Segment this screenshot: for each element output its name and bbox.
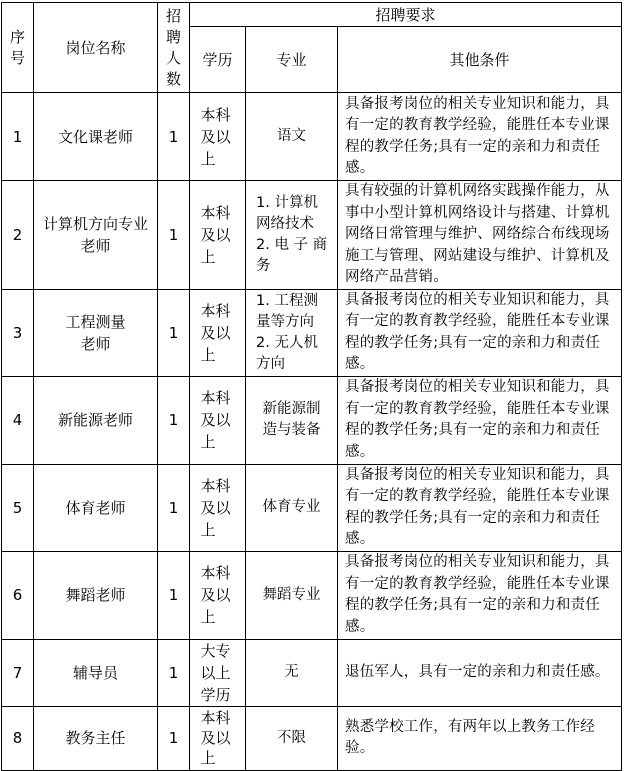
header-count: 招聘人数 (158, 3, 190, 93)
table-row (2, 376, 622, 464)
education-cell: 本科及以上 (190, 706, 246, 770)
header-requirements: 招聘要求 (190, 3, 622, 27)
seq-cell: 5 (2, 464, 34, 551)
header-seq: 序号 (2, 3, 34, 93)
table-row (2, 551, 622, 639)
table-row (2, 93, 622, 181)
header-education: 学历 (190, 27, 246, 93)
header-other: 其他条件 (338, 27, 622, 93)
position-cell: 体育老师 (34, 464, 158, 551)
other-cell: 退伍军人，具有一定的亲和力和责任感。 (338, 639, 622, 706)
major-cell: 语文 (246, 93, 338, 181)
position-cell: 工程测量老师 (34, 289, 158, 376)
count-cell: 1 (158, 551, 190, 639)
table-row (2, 464, 622, 551)
table-row (2, 706, 622, 770)
major-cell: 1. 工程测量等方向 2. 无人机方向 (246, 289, 338, 376)
seq-cell: 3 (2, 289, 34, 376)
seq-cell: 6 (2, 551, 34, 639)
table-row (2, 289, 622, 376)
seq-cell: 8 (2, 706, 34, 770)
education-cell: 本科及以上 (190, 376, 246, 464)
count-cell: 1 (158, 289, 190, 376)
other-cell: 熟悉学校工作，有两年以上教务工作经验。 (338, 706, 622, 770)
position-cell: 新能源老师 (34, 376, 158, 464)
table-row (2, 639, 622, 706)
table-row (2, 181, 622, 290)
count-cell: 1 (158, 464, 190, 551)
major-cell: 新能源制造与装备 (246, 376, 338, 464)
position-cell: 文化课老师 (34, 93, 158, 181)
count-cell: 1 (158, 93, 190, 181)
education-cell: 大专以上学历 (190, 639, 246, 706)
position-cell: 舞蹈老师 (34, 551, 158, 639)
header-row-1 (2, 3, 622, 27)
other-cell: 具备报考岗位的相关专业知识和能力，具有一定的教育教学经验，能胜任本专业课程的教学任务;具有一定的亲和力和责任感。 (338, 93, 622, 181)
other-cell: 具备报考岗位的相关专业知识和能力，具有一定的教育教学经验，能胜任本专业课程的教学任务;具有一定的亲和力和责任感。 (338, 551, 622, 639)
count-cell: 1 (158, 181, 190, 290)
seq-cell: 4 (2, 376, 34, 464)
position-cell: 辅导员 (34, 639, 158, 706)
seq-cell: 1 (2, 93, 34, 181)
education-cell: 本科及以上 (190, 551, 246, 639)
major-cell: 不限 (246, 706, 338, 770)
other-cell: 具备报考岗位的相关专业知识和能力，具有一定的教育教学经验，能胜任本专业课程的教学任务;具有一定的亲和力和责任感。 (338, 376, 622, 464)
header-position: 岗位名称 (34, 3, 158, 93)
major-cell: 无 (246, 639, 338, 706)
count-cell: 1 (158, 706, 190, 770)
position-cell: 教务主任 (34, 706, 158, 770)
count-cell: 1 (158, 376, 190, 464)
major-cell: 舞蹈专业 (246, 551, 338, 639)
education-cell: 本科及以上 (190, 181, 246, 290)
other-cell: 具备报考岗位的相关专业知识和能力，具有一定的教育教学经验，能胜任本专业课程的教学任务;具有一定的亲和力和责任感。 (338, 464, 622, 551)
education-cell: 本科及以上 (190, 464, 246, 551)
other-cell: 具备报考岗位的相关专业知识和能力，具有一定的教育教学经验，能胜任本专业课程的教学任务;具有一定的亲和力和责任感。 (338, 289, 622, 376)
seq-cell: 7 (2, 639, 34, 706)
seq-cell: 2 (2, 181, 34, 290)
position-cell: 计算机方向专业老师 (34, 181, 158, 290)
major-cell: 体育专业 (246, 464, 338, 551)
other-cell: 具有较强的计算机网络实践操作能力，从事中小型计算机网络设计与搭建、计算机网络日常管理与维护、网络综合布线现场施工与管理、网站建设与维护、计算机及网络产品营销。 (338, 181, 622, 290)
education-cell: 本科及以上 (190, 93, 246, 181)
count-cell: 1 (158, 639, 190, 706)
major-cell: 1. 计算机网络技术 2. 电 子 商 务 (246, 181, 338, 290)
recruitment-table (1, 2, 622, 771)
education-cell: 本科及以上 (190, 289, 246, 376)
header-major: 专业 (246, 27, 338, 93)
